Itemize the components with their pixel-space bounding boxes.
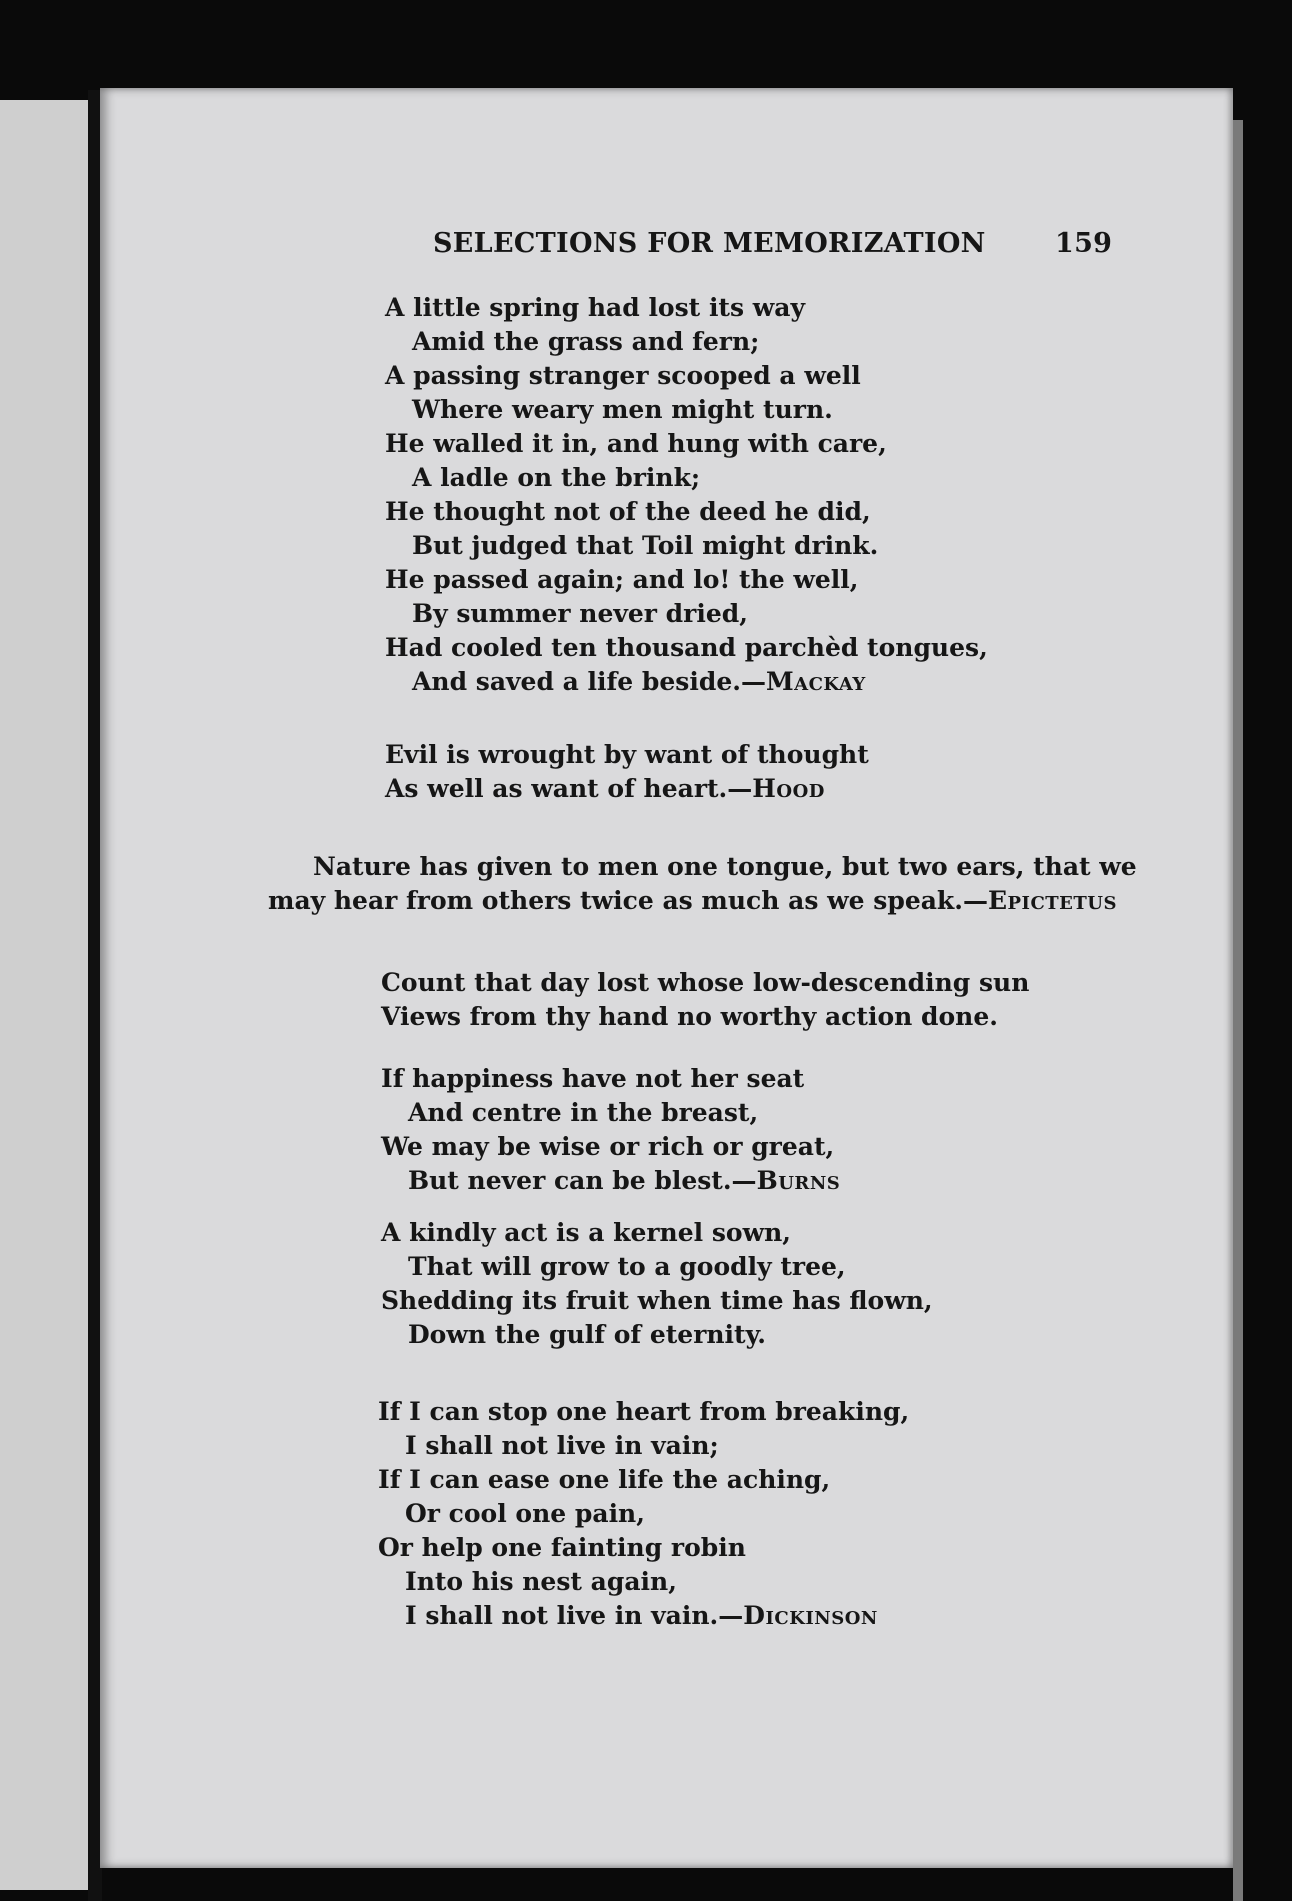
book-page — [100, 88, 1233, 1868]
verse-line: I shall not live in vain; — [405, 1431, 719, 1460]
verse-line-with-attribution — [378, 1599, 909, 1633]
verse-line: Or help one fainting robin — [378, 1533, 746, 1562]
couplet-count-that-day — [381, 966, 1029, 1034]
page-number: 159 — [1055, 228, 1113, 259]
quote-hood — [385, 738, 869, 806]
poem-dickinson — [378, 1395, 909, 1633]
attribution: Burns — [756, 1166, 841, 1195]
prose-line: Nature has given to men one tongue, but two ears, that we — [313, 852, 1137, 881]
prose-line: may hear from others twice as much as we speak.— — [268, 886, 988, 915]
verse-line: A ladle on the brink; — [412, 463, 701, 492]
poem-mackay — [385, 291, 988, 699]
verse-line: If I can ease one life the aching, — [378, 1465, 831, 1494]
verse-line: He passed again; and lo! the well, — [385, 565, 859, 594]
verse-line: Had cooled ten thousand parchèd tongues, — [385, 633, 988, 662]
prose-line-with-attribution — [268, 884, 1117, 918]
verse-line: Or cool one pain, — [405, 1499, 645, 1528]
verse-line: Shedding its fruit when time has flown, — [381, 1286, 933, 1315]
verse-line: Into his nest again, — [405, 1567, 677, 1596]
verse-line: And saved a life beside.— — [412, 667, 766, 696]
verse-line: And centre in the breast, — [408, 1098, 759, 1127]
verse-line: Views from thy hand no worthy action done. — [381, 1002, 998, 1031]
verse-line: I shall not live in vain.— — [405, 1601, 744, 1630]
attribution: Hood — [752, 774, 825, 803]
verse-line: But never can be blest.— — [408, 1166, 757, 1195]
verse-line: That will grow to a goodly tree, — [408, 1252, 846, 1281]
verse-line: As well as want of heart.— — [385, 774, 753, 803]
verse-line-with-attribution — [385, 665, 988, 699]
verse-line: A passing stranger scooped a well — [385, 361, 861, 390]
verse-line: He walled it in, and hung with care, — [385, 429, 887, 458]
verse-line: By summer never dried, — [412, 599, 748, 628]
verse-line: But judged that Toil might drink. — [412, 531, 879, 560]
verse-line-with-attribution — [385, 772, 869, 806]
page-edge-shadow — [1233, 120, 1243, 1901]
facing-page-edge — [0, 100, 88, 1890]
verse-line: A little spring had lost its way — [385, 293, 806, 322]
verse-line: Where weary men might turn. — [412, 395, 833, 424]
poem-burns — [381, 1062, 840, 1198]
verse-line: Count that day lost whose low-descending sun — [381, 968, 1030, 997]
poem-kindly-act — [381, 1216, 933, 1352]
verse-line: Down the gulf of eternity. — [408, 1320, 766, 1349]
verse-line: A kindly act is a kernel sown, — [381, 1218, 791, 1247]
attribution: Mackay — [765, 667, 866, 696]
attribution: Dickinson — [743, 1601, 878, 1630]
verse-line: He thought not of the deed he did, — [385, 497, 871, 526]
verse-line: Evil is wrought by want of thought — [385, 740, 869, 769]
verse-line: We may be wise or rich or great, — [381, 1132, 835, 1161]
attribution: Epictetus — [987, 886, 1117, 915]
running-header-title: SELECTIONS FOR MEMORIZATION — [433, 228, 986, 259]
verse-line-with-attribution — [381, 1164, 840, 1198]
verse-line: Amid the grass and fern; — [412, 327, 760, 356]
verse-line: If I can stop one heart from breaking, — [378, 1397, 910, 1426]
verse-line: If happiness have not her seat — [381, 1064, 805, 1093]
